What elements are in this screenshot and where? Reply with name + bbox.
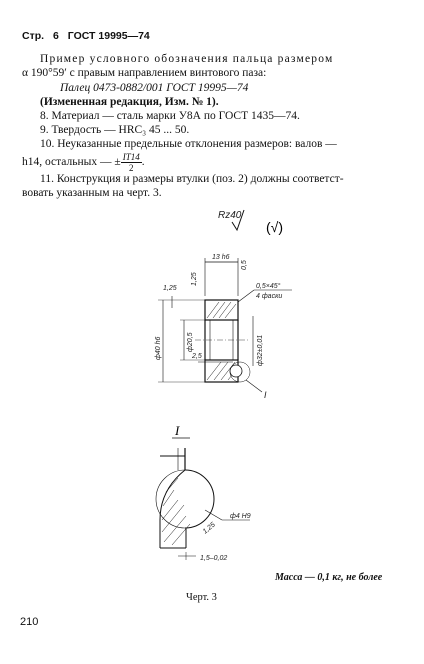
text-line-7: 10. Неуказанные предельные отклонения размеров: валов — (40, 138, 337, 150)
standard-number: ГОСТ 19995—74 (67, 30, 150, 42)
bushing-section (195, 300, 250, 382)
text-line-10: вовать указанным на черт. 3. (22, 187, 162, 199)
text-line-6: 9. Твердость — HRC₃ 45 ... 50. (40, 124, 190, 136)
detail-label: I (175, 423, 180, 438)
text-line-9: 11. Конструкция и размеры втулки (поз. 2) должны соответст- (40, 173, 344, 185)
page-number: 6 (52, 30, 59, 42)
detail-1-25: 1,25 (201, 521, 217, 536)
text-line-3: Палец 0473-0882/001 ГОСТ 19995—74 (60, 82, 249, 94)
dim-1-25-left: 1,25 (163, 285, 177, 292)
detail-callout-mark: I (264, 390, 267, 400)
dim-13h6: 13 h6 (212, 254, 230, 261)
dim-phi32: ф32±0,01 (257, 334, 264, 366)
dim-chamfer: 0,5×45° (256, 283, 281, 290)
page-number-footer: 210 (20, 616, 39, 628)
detail-dim: 1,5–0,02 (200, 555, 228, 562)
fraction-numerator: IT14 (122, 152, 140, 162)
figure-caption: Черт. 3 (186, 592, 217, 603)
dim-phi40: ф40 h6 (155, 336, 162, 360)
text-line-4: (Измененная редакция, Изм. № 1). (40, 96, 219, 108)
text-line-8-a: h14, остальных — ± (22, 156, 121, 169)
page-label: Стр. (22, 30, 45, 42)
roughness-rest: (√) (266, 219, 284, 235)
text-line-2: α 190°59′ с правым направлением винтового паза: (22, 67, 267, 79)
mass-note: Масса — 0,1 кг, не более (275, 572, 383, 583)
dim-1-25-top: 1,25 (191, 272, 198, 286)
roughness-label: Rz40 (218, 210, 242, 221)
dim-chamfer-note: 4 фаски (256, 293, 283, 300)
text-line-5: 8. Материал — сталь марки У8А по ГОСТ 1435—74. (40, 110, 300, 122)
dim-0-5: 0,5 (241, 260, 248, 270)
text-line-1: Пример условного обозначения пальца размером (40, 53, 334, 65)
dim-phi20: ф20,5 (187, 332, 194, 352)
fraction-denominator: 2 (128, 163, 134, 173)
dim-2-5: 2,5 (192, 353, 202, 360)
detail-phi4: ф4 Н9 (230, 513, 251, 520)
text-line-8-b: . (141, 156, 145, 169)
